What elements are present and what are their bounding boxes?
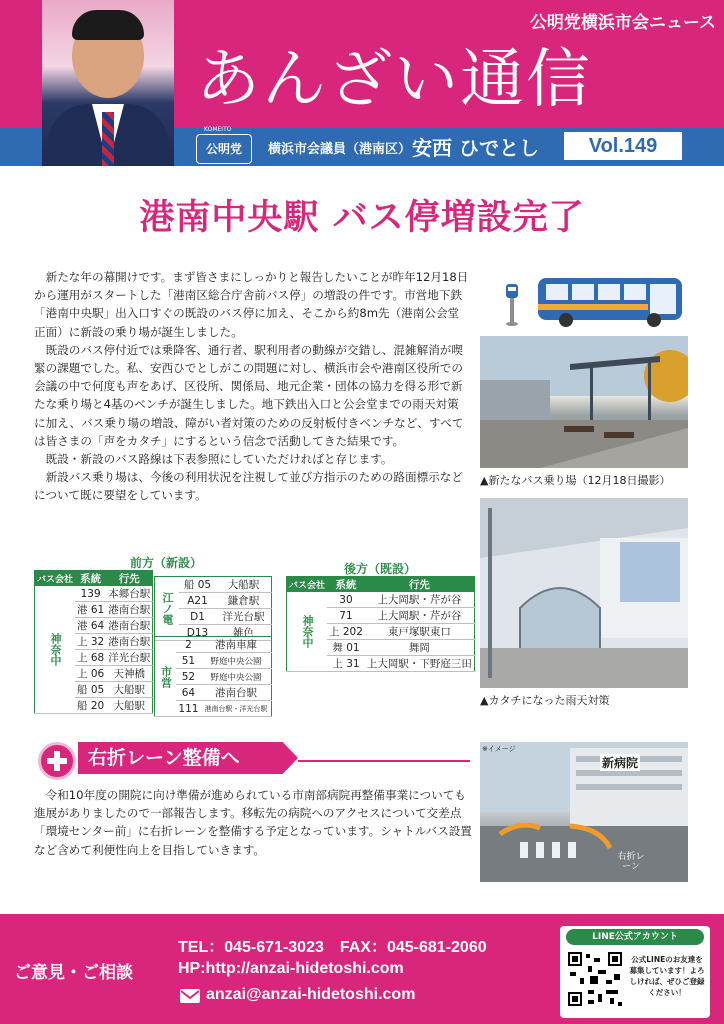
route-number: 111	[176, 701, 201, 717]
line-note: 公式LINEのお友達を募集しています！よろしければ、ぜひご登録ください！	[629, 955, 705, 997]
table-row	[155, 577, 272, 593]
destination: 港南台駅	[106, 634, 153, 650]
website-link[interactable]: HP:http://anzai-hidetoshi.com	[178, 960, 404, 977]
plus-icon	[38, 742, 76, 780]
party-logo: 公明党	[196, 134, 252, 164]
route-number: A21	[179, 593, 216, 609]
destination: 野庭中央公園	[201, 653, 272, 669]
lane-label: 右折レーン	[617, 852, 645, 872]
destination: 港南台駅	[106, 602, 153, 618]
destination: 上大岡駅・芹が谷	[365, 608, 475, 624]
back-table	[286, 576, 475, 672]
route-number: 舞 01	[327, 640, 365, 656]
route-number: D13	[179, 625, 216, 641]
destination: 本郷台駅	[106, 586, 153, 602]
newsletter-name: 公明党横浜市会ニュース	[529, 13, 716, 32]
route-number: 船 05	[179, 577, 216, 593]
destination: 東戸塚駅東口	[365, 624, 475, 640]
destination: 洋光台駅	[106, 650, 153, 666]
table-header: 行先	[365, 577, 475, 593]
destination: 上大岡駅・下野庭三田	[365, 656, 475, 672]
front-table-shiei	[154, 636, 272, 717]
photo-tie	[102, 112, 114, 166]
table-header: バス会社	[35, 571, 76, 587]
front-table-kanachu	[34, 570, 153, 714]
route-number: 港 61	[75, 602, 106, 618]
table-row	[35, 586, 153, 602]
section-title: 右折レーン整備へ	[88, 747, 240, 769]
route-number: 港 64	[75, 618, 106, 634]
section-title-rule	[298, 760, 470, 762]
company-label: 市営	[155, 637, 176, 717]
member-photo	[42, 0, 174, 166]
route-number: 52	[176, 669, 201, 685]
route-number: 上 06	[75, 666, 106, 682]
destination: 大船駅	[106, 682, 153, 698]
table-row	[287, 592, 475, 608]
article-paragraph: 令和10年度の開院に向け準備が進められている市南部病院再整備事業についても進展がありましたので一部報告します。移転先の病院へのアクセスについて交差点「環境センター前」に右折レーンを整備する予定となっています。シャトルバス設置など含めて利便性向上を目指していきます。	[34, 788, 472, 857]
article-paragraph: 既設のバス停付近では乗降客、通行者、駅利用者の動線が交錯し、混雑解消が喫緊の課題でした。私、安西ひでとしがこの問題に対し、横浜市会や港南区役所での会議の中で何度も声をあげ、区役所、関係局、地元企業・団体の協力を得る形で新たな乗り場と4基のベンチが誕生しました。地下鉄出入口と公会堂までの雨天対策に加え、バス乗り場の増設、障がい者対策のための反射板付きベンチなど、すべては皆さまの「声をカタチ」にするという信念で活動してきた結果です。	[34, 342, 464, 448]
hospital-label: 新病院	[602, 756, 639, 770]
table-header: 行先	[106, 571, 153, 587]
destination: 舞岡	[365, 640, 475, 656]
destination: 大船駅	[216, 577, 271, 593]
front-table-enoden	[154, 576, 272, 641]
route-number: 上 32	[75, 634, 106, 650]
bus-stop-icon	[504, 282, 520, 326]
destination: 港南台駅	[106, 618, 153, 634]
article-paragraph: 既設・新設のバス路線は下表参照にしていただければと存じます。	[45, 452, 393, 467]
destination: 港南台駅	[201, 685, 272, 701]
route-number: 64	[176, 685, 201, 701]
contact-phone-fax: TEL：045-671-3023 FAX：045-681-2060	[178, 939, 487, 956]
masthead-title: あんざい通信	[196, 43, 592, 117]
article-paragraph: 新たな年の幕開けです。まず皆さまにしっかりと報告したいことが昨年12月18日から運用がスタートした「港南区総合庁舎前バス停」の増設の件です。市営地下鉄「港南中央駅」出入口すぐの既設のバス停に加え、そこから約8m先（港南公会堂正面）に新設の乗り場が誕生しました。	[34, 270, 469, 339]
front-table-title: 前方（新設）	[130, 556, 203, 570]
route-number: 51	[176, 653, 201, 669]
destination: 野庭中央公園	[201, 669, 272, 685]
back-table-title: 後方（既設）	[344, 562, 417, 576]
company-label: 神奈中	[35, 586, 76, 714]
email-link[interactable]: anzai@anzai-hidetoshi.com	[206, 986, 416, 1003]
mail-icon	[180, 989, 200, 1003]
table-header: 系統	[75, 571, 106, 587]
image-note: ※イメージ	[482, 745, 516, 753]
article-body	[34, 268, 470, 505]
party-logo-sub: KOMEITO	[204, 126, 232, 133]
destination: 雑色	[216, 625, 271, 641]
company-label: 神奈中	[287, 592, 328, 672]
route-number: 船 05	[75, 682, 106, 698]
route-number: D1	[179, 609, 216, 625]
photo-rain-shelter	[480, 498, 688, 688]
consult-label: ご意見・ご相談	[14, 963, 133, 983]
destination: 港南台駅・洋光台駅	[201, 701, 272, 717]
destination: 上大岡駅・芹が谷	[365, 592, 475, 608]
destination: 洋光台駅	[216, 609, 271, 625]
route-number: 上 31	[327, 656, 365, 672]
article-paragraph: 新設バス乗り場は、今後の利用状況を注視して並び方指示のための路面標示などについて既に要望をしています。	[34, 470, 463, 503]
route-number: 2	[176, 637, 201, 653]
photo-right-turn-lane	[480, 742, 688, 882]
destination: 天神橋	[106, 666, 153, 682]
route-number: 139	[75, 586, 106, 602]
photo-new-bus-stop	[480, 336, 688, 468]
caption-photo1: ▲新たなバス乗り場（12月18日撮影）	[480, 474, 671, 487]
route-number: 30	[327, 592, 365, 608]
member-name: 安西 ひでとし	[412, 136, 539, 160]
table-row	[155, 637, 272, 653]
destination: 鎌倉駅	[216, 593, 271, 609]
caption-photo2: ▲カタチになった雨天対策	[480, 694, 610, 707]
company-label: 江ノ電	[155, 577, 179, 641]
table-header: バス会社	[287, 577, 328, 593]
volume-badge: Vol.149	[564, 132, 682, 160]
headline: 港南中央駅 バス停増設完了	[139, 198, 585, 238]
table-header: 系統	[327, 577, 365, 593]
member-title: 横浜市会議員（港南区）	[268, 142, 412, 157]
qr-code[interactable]	[566, 950, 624, 1008]
route-number: 上 202	[327, 624, 365, 640]
line-account-label: LINE公式アカウント	[566, 929, 704, 945]
route-number: 上 68	[75, 650, 106, 666]
route-number: 船 20	[75, 698, 106, 714]
photo-hair	[72, 10, 144, 40]
destination: 大船駅	[106, 698, 153, 714]
route-number: 71	[327, 608, 365, 624]
right-turn-body	[34, 786, 474, 859]
destination: 港南車庫	[201, 637, 272, 653]
bus-icon	[536, 276, 684, 328]
